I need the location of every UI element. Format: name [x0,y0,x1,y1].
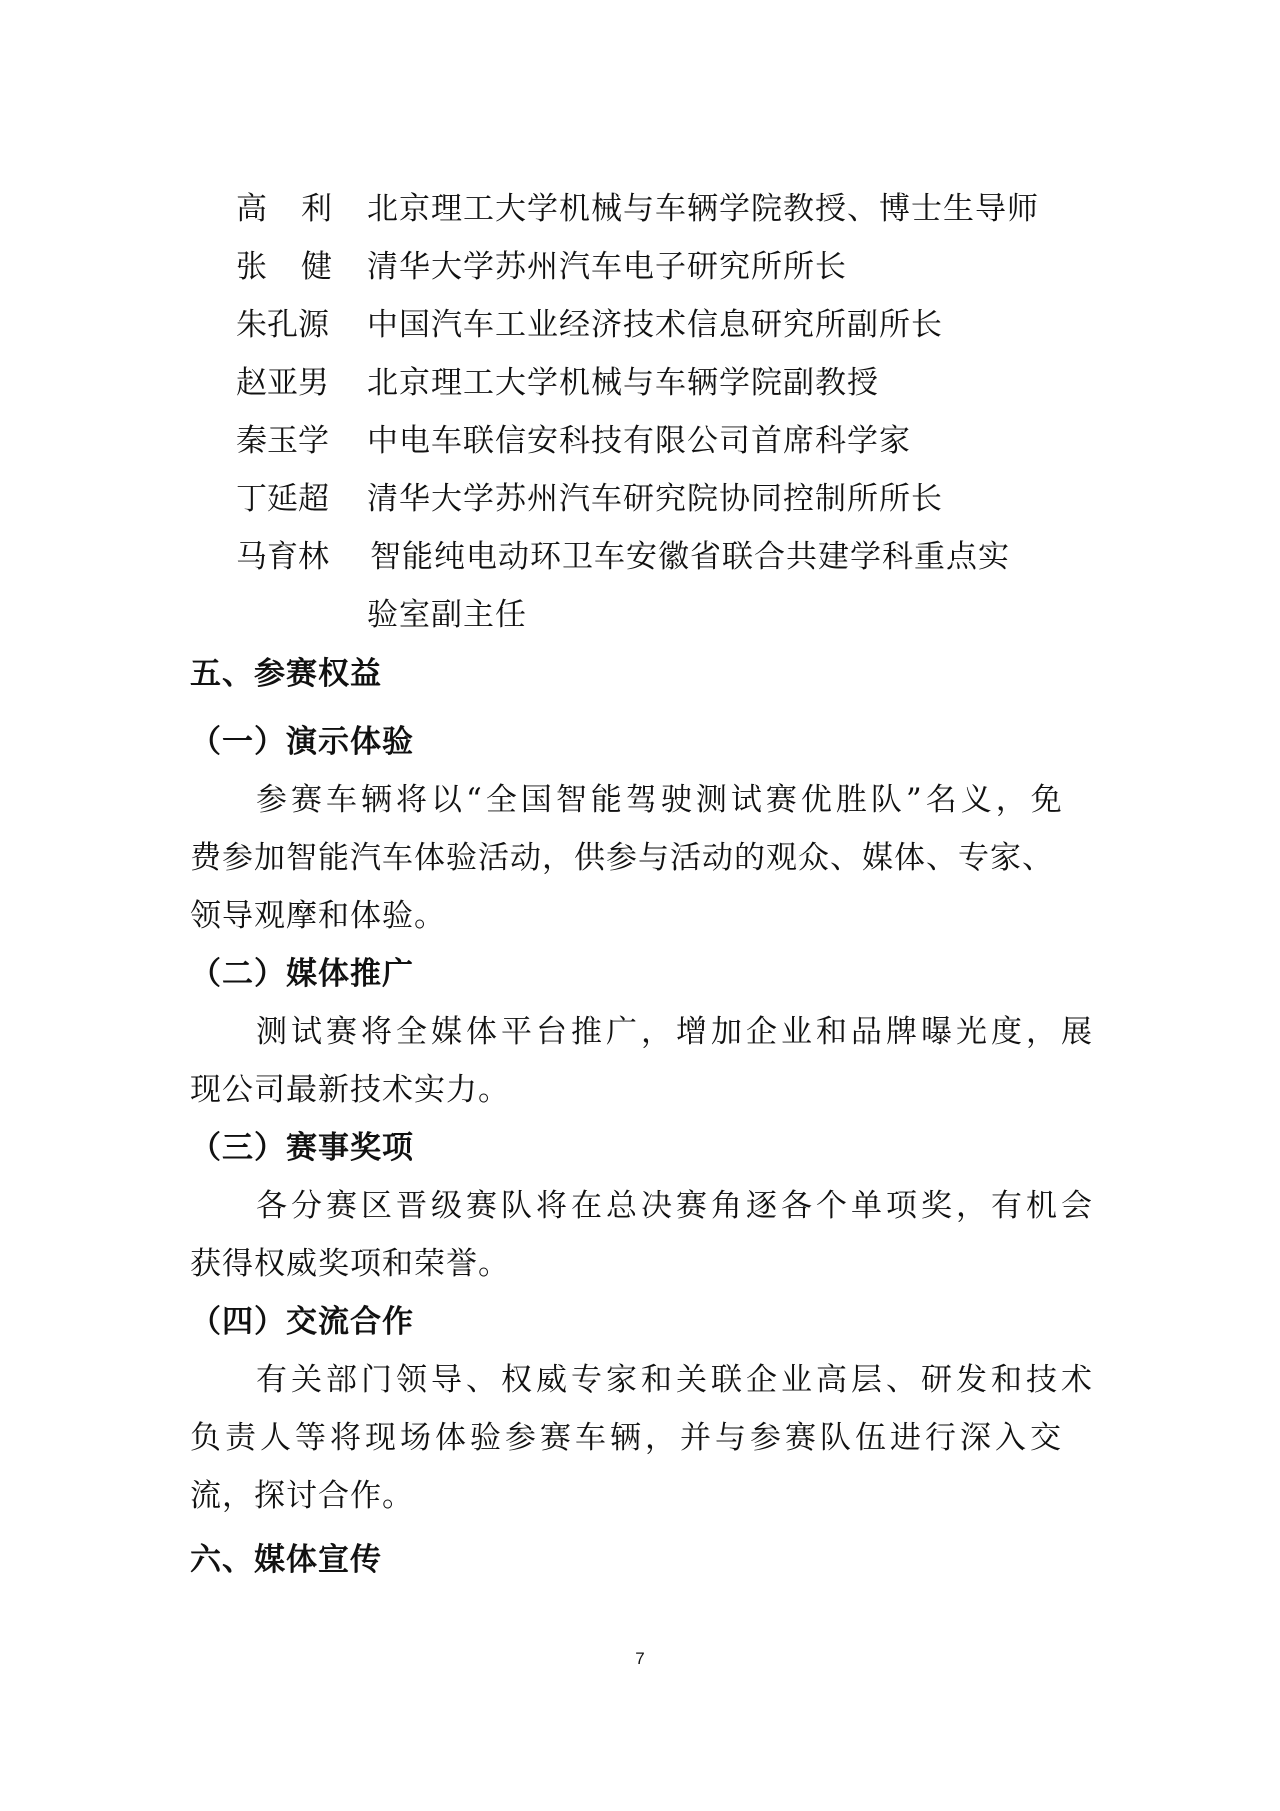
paragraph-line: 费参加智能汽车体验活动，供参与活动的观众、媒体、专家、 [190,840,1054,876]
committee-title-continued: 验室副主任 [367,597,527,633]
committee-name: 秦玉学 [236,423,329,459]
subsection-heading: （一）演示体验 [190,724,414,760]
committee-title: 智能纯电动环卫车安徽省联合共建学科重点实 [370,539,1010,575]
section-heading: 六、媒体宣传 [190,1542,382,1578]
paragraph-line: 测试赛将全媒体平台推广，增加企业和品牌曝光度，展 [256,1014,1096,1050]
committee-title: 北京理工大学机械与车辆学院教授、博士生导师 [367,191,1039,227]
paragraph-line: 负责人等将现场体验参赛车辆，并与参赛队伍进行深入交 [190,1420,1065,1456]
committee-title: 北京理工大学机械与车辆学院副教授 [367,365,879,401]
committee-name: 朱孔源 [236,307,329,343]
committee-name: 马育林 [236,539,329,575]
committee-name: 张健 [236,249,366,285]
paragraph-line: 获得权威奖项和荣誉。 [190,1246,510,1282]
committee-name: 赵亚男 [236,365,329,401]
paragraph-line: 有关部门领导、权威专家和关联企业高层、研发和技术 [256,1362,1096,1398]
committee-title: 清华大学苏州汽车研究院协同控制所所长 [367,481,943,517]
committee-title: 中国汽车工业经济技术信息研究所副所长 [367,307,943,343]
paragraph-line: 现公司最新技术实力。 [190,1072,510,1108]
page-number: 7 [635,1649,645,1668]
paragraph-line: 参赛车辆将以“全国智能驾驶测试赛优胜队”名义，免 [256,782,1066,818]
committee-name: 高利 [236,191,366,227]
subsection-heading: （四）交流合作 [190,1304,414,1340]
subsection-heading: （三）赛事奖项 [190,1130,414,1166]
committee-name: 丁延超 [236,481,329,517]
section-heading: 五、参赛权益 [190,656,382,692]
committee-title: 清华大学苏州汽车电子研究所所长 [367,249,847,285]
paragraph-line: 领导观摩和体验。 [190,898,446,934]
committee-title: 中电车联信安科技有限公司首席科学家 [367,423,911,459]
paragraph-line: 流，探讨合作。 [190,1478,414,1514]
paragraph-line: 各分赛区晋级赛队将在总决赛角逐各个单项奖，有机会 [256,1188,1096,1224]
subsection-heading: （二）媒体推广 [190,956,414,992]
